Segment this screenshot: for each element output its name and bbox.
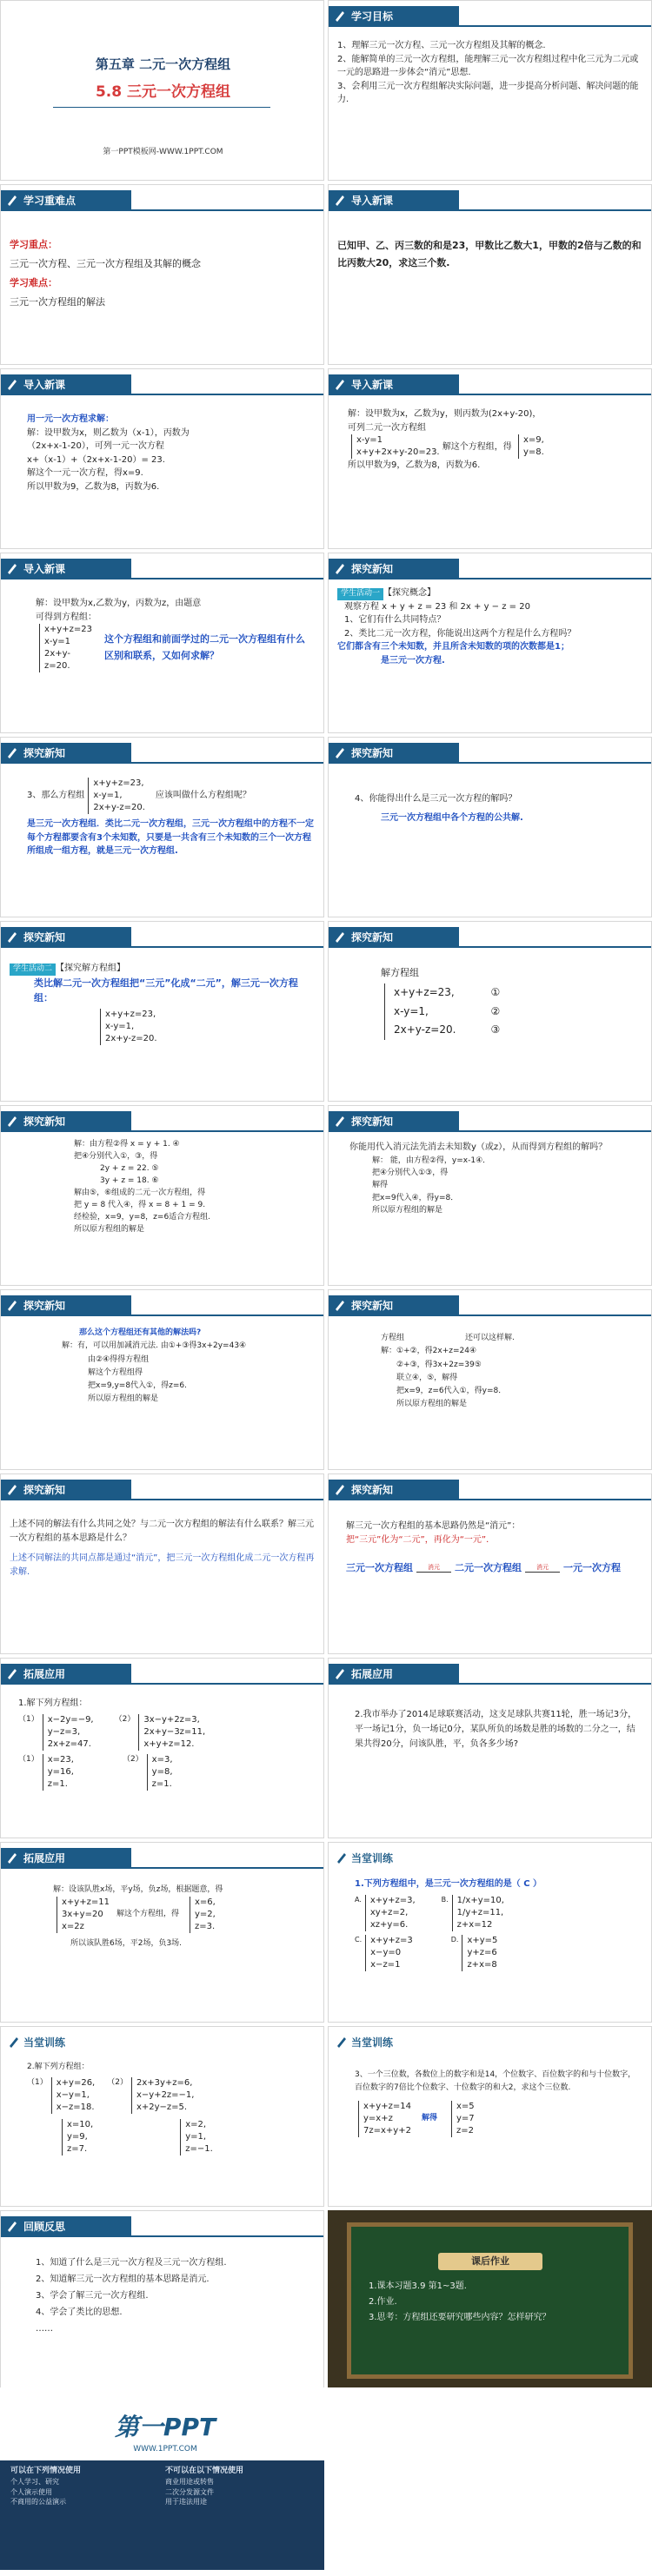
equation-system: x−2y=−9, y−z=3, 2x+z=47. xyxy=(43,1714,94,1751)
keypoint-text: 学习重点： 三元一次方程、三元一次方程组及其解的概念 学习难点： 三元一次方程组的解法 xyxy=(10,239,201,308)
slide-concept[interactable] xyxy=(328,553,652,733)
slide-three-var[interactable] xyxy=(0,553,324,733)
goal-list xyxy=(337,39,643,107)
pen-icon xyxy=(6,930,18,943)
pen-icon xyxy=(6,1483,18,1495)
slide-substitution[interactable] xyxy=(0,1105,324,1286)
logo-url: WWW.1PPT.COM xyxy=(133,2445,197,2453)
logo: 第一PPT xyxy=(114,2413,216,2441)
equation-system: x+y+z=11 3x+y=20 x=2z xyxy=(57,1897,110,1933)
solution-system: x=6, y=2, z=3. xyxy=(190,1897,216,1933)
slide-header: 拓展应用 xyxy=(1,1664,324,1683)
pen-icon xyxy=(6,194,18,206)
slide-header: 学习目标 xyxy=(329,6,652,25)
lesson-title: 5.8 三元一次方程组 xyxy=(95,83,231,101)
goal-item: 3、会利用三元一次方程组解决实际问题，进一步提高分析问题、解决问题的能力. xyxy=(337,81,639,104)
steps-text: 解：由方程②得 x = y + 1. ④ 把④分别代入①，③，得 2y + z = 22. ⑤ 3y + z = 18. ⑥ 解由⑤，⑥组成的二元一次方程组，得 把 y = 8 代入④，得 x = 8 + 1 = 9. 经检验，x=9，y=8，z=6适合方程组. 所以原方程组的解是 xyxy=(74,1140,211,1234)
slide-common-idea[interactable] xyxy=(0,1473,324,1654)
slide-activity-two[interactable] xyxy=(0,921,324,1102)
slide-header: 探究新知 xyxy=(329,1111,652,1130)
answer-text: 解：设该队胜x场，平y场，负z场，根据题意，得 x+y+z=11 3x+y=20 x=2z 解这个方程组，得 x=6, y=2, z=3. 所以该队胜6场，平2场，负3场. xyxy=(53,1885,223,1948)
solve-text: 解方程组 x+y+z=23, x-y=1, 2x+y-z=20. ① ② ③ xyxy=(381,965,642,1040)
solution-system: x=10, y=9, z=7. xyxy=(62,2119,93,2155)
practice-text: 3、一个三位数，各数位上的数字和是14，个位数字、百位数字的和与十位数字，百位数字的7倍比个位数字、十位数字的和大2，求这个三位数. x+y+z=14 y=x+z 7z=x+y+2 解得 x=5 y=7 z=2 xyxy=(355,2070,636,2136)
chalkboard xyxy=(347,2222,633,2379)
solution-system: x=9, y=8. xyxy=(518,434,544,459)
pen-icon xyxy=(334,10,346,22)
site-label: 第一PPT模板网-WWW.1PPT.COM xyxy=(103,148,223,156)
slide-header: 拓展应用 xyxy=(329,1664,652,1683)
slide-header: 探究新知 xyxy=(329,743,652,762)
slide-intro-problem[interactable] xyxy=(328,184,652,365)
slide-solve-system[interactable] xyxy=(328,921,652,1102)
goal-item: 1、理解三元一次方程、三元一次方程组及其解的概念. xyxy=(337,41,546,50)
slide-header: 探究新知 xyxy=(1,1480,324,1499)
pen-icon xyxy=(334,1115,346,1127)
allowed-list: 可以在下列情况使用 个人学习、研究 个人演示使用 不商用的公益演示 xyxy=(10,2467,82,2506)
slide-two-var[interactable] xyxy=(328,368,652,549)
slide-practice-1[interactable] xyxy=(328,1842,652,2023)
equation-system: x+y=26, x−y=1, x−z=18. xyxy=(51,2077,96,2114)
problem-text: 2.我市举办了2014足球联赛活动，这支足球队共赛11轮，胜一场记3分，平一场记1分，负一场记0分，某队所负的场数是胜的场数的二分之一，结果共得20分，问该队胜，平，负各多少场? xyxy=(355,1710,637,1749)
license-panel xyxy=(0,2460,324,2570)
pen-icon xyxy=(334,930,346,943)
pen-icon xyxy=(336,1851,348,1864)
pen-icon xyxy=(334,194,346,206)
equation-system: x+y+z=23, x-y=1, 2x+y-z=20. xyxy=(100,1009,157,1045)
pen-icon xyxy=(336,2036,348,2048)
slide-extension-2[interactable] xyxy=(328,1658,652,1838)
solution-system: x=23, y=16, z=1. xyxy=(43,1754,74,1791)
question-text: 这个方程组和前面学过的二元一次方程组有什么区别和联系，又如何求解？ xyxy=(103,633,305,661)
equation-system: x+y+z=23, x-y=1, 2x+y-z=20. xyxy=(384,983,456,1040)
slide-header: 探究新知 xyxy=(329,559,652,578)
problem-text: 已知甲、乙、丙三数的和是23，甲数比乙数大1，甲数的2倍与乙数的和比丙数大20，求这三个数. xyxy=(337,240,642,268)
chapter-title: 第五章 二元一次方程组 xyxy=(95,56,231,72)
option-c[interactable]: x+y+z=3 x−y=0 x−z=1 xyxy=(365,1935,413,1971)
slide-review[interactable] xyxy=(0,2210,324,2391)
steps-text: 方程组 还可以这样解. 解：①+②，得2x+z=24④ ②+③，得3x+2z=39⑤ 联立④，⑤，解得 把x=9，z=6代入①，得y=8． 所以原方程组的解是 xyxy=(381,1334,515,1409)
slide-header: 探究新知 xyxy=(1,743,324,762)
pen-icon xyxy=(6,1667,18,1679)
concept-text: 学生活动一 【探究概念】 观察方程 x + y + z = 23 和 2x + y − z = 20 1、它们有什么共同特点？ 2、类比二元一次方程，你能说出这两个方程是什么方程吗？ 它们都含有三个未知数，并且所含未知数的项的次数都是1； 是三元一次方程. xyxy=(337,588,576,666)
slide-extension-1[interactable] xyxy=(0,1658,324,1838)
pen-icon xyxy=(334,746,346,758)
activity-tag: 学生活动一 xyxy=(337,588,383,600)
pen-icon xyxy=(6,562,18,574)
pen-icon xyxy=(6,1851,18,1864)
slide-header: 拓展应用 xyxy=(1,1848,324,1867)
answer-text: 是三元一次方程组．类比二元一次方程组，三元一次方程组中的方程不一定每个方程都要含有3个未知数，只要是一共含有三个未知数的三个一次方程所组成一组方程，就是三元一次方程组. xyxy=(27,819,314,856)
solution-system: x=3, y=8, z=1. xyxy=(147,1754,173,1791)
slide-homework[interactable] xyxy=(328,2210,652,2391)
slide-header: 探究新知 xyxy=(329,1295,652,1314)
pen-icon xyxy=(334,1299,346,1311)
flow-text: 解三元一次方程组的基本思路仍然是“消元”： 把“三元”化为“二元”，再化为“一元”． 三元一次方程组 消元 二元一次方程组 消元 一元一次方程 xyxy=(346,1520,642,1575)
slide-header: 当堂训练 xyxy=(1,2032,324,2051)
pen-icon xyxy=(6,378,18,390)
flow-diagram: 三元一次方程组 消元 二元一次方程组 消元 一元一次方程 xyxy=(346,1562,621,1573)
option-a[interactable]: x+y+z=3, xy+z=2, xz+y=6. xyxy=(365,1895,416,1931)
slide-header: 导入新课 xyxy=(1,374,324,394)
slide-practice-3[interactable] xyxy=(328,2026,652,2207)
slide-addition-method[interactable] xyxy=(0,1289,324,1470)
slide-header: 探究新知 xyxy=(329,927,652,946)
solution-text: 解：设甲数为x，乙数为y，则丙数为(2x+y-20)， 可列二元一次方程组 x-y=1 x+y+2x+y-20=23. 解这个方程组，得 x=9, y=8. 所以甲数为9，乙数为8，丙数为6. xyxy=(348,409,544,470)
slide-goals[interactable] xyxy=(328,0,652,181)
slide-flow[interactable] xyxy=(328,1473,652,1654)
slide-extension-answer[interactable] xyxy=(0,1842,324,2023)
equation-system: x+y+z=14 y=x+z 7z=x+y+2 xyxy=(358,2101,411,2137)
divider xyxy=(53,107,270,108)
pen-icon xyxy=(6,2220,18,2232)
steps-text: 你能用代入消元法先消去未知数y（或z），从而得到方程组的解吗？ 解： 能，由方程②得，y=x-1④． 把④分别代入①③，得 解得 把x=9代入④，得y=8． 所以原方程组的解是 xyxy=(349,1142,608,1215)
equation-system: x+y+z=23 x-y=1 2x+y-z=20. xyxy=(39,624,92,672)
homework-title: 课后作业 xyxy=(438,2253,542,2270)
slide-header: 学习重难点 xyxy=(1,190,324,209)
slide-one-var[interactable] xyxy=(0,368,324,549)
slide-practice-2[interactable] xyxy=(0,2026,324,2207)
equation-numbers: ① ② ③ xyxy=(490,986,501,1036)
pen-icon xyxy=(6,1299,18,1311)
slide-header: 探究新知 xyxy=(1,1295,324,1314)
slide-eliminate-y[interactable] xyxy=(328,1105,652,1286)
slide-header: 当堂训练 xyxy=(329,2032,652,2051)
exercise-text: 1.解下列方程组： （1） x−2y=−9, y−z=3, 2x+z=47. （2） 3x−y+2z=3, 2x+y−3z=11, x+y+z=12. （1） x=23, y=16, z=1. （2） x=3, y=8, z=1. xyxy=(18,1699,206,1789)
solution-system: x=2, y=1, z=−1. xyxy=(180,2119,213,2155)
slide-cover[interactable] xyxy=(0,0,324,181)
arrow: 消元 xyxy=(416,1563,451,1573)
slide-another-method[interactable] xyxy=(328,1289,652,1470)
activity-text: 学生活动二 【探究解方程组】 类比解二元一次方程组把“三元”化成“二元”，解三元一次方程组： x+y+z=23, x-y=1, 2x+y-z=20. xyxy=(10,962,316,1045)
arrow: 消元 xyxy=(525,1563,560,1573)
footer xyxy=(0,2387,652,2576)
slide-header: 探究新知 xyxy=(1,1111,324,1130)
slide-header: 导入新课 xyxy=(1,559,324,578)
solution-system: x=5 y=7 z=2 xyxy=(451,2101,475,2137)
pen-icon xyxy=(334,378,346,390)
slide-header: 回顾反思 xyxy=(1,2216,324,2235)
idea-text: 上述不同的解法有什么共同之处？与二元一次方程组的解法有什么联系？解三元一次方程组的基本思路是什么？ 上述不同解法的共同点都是通过“消元”，把三元一次方程组化成二元一次方程再求解. xyxy=(10,1520,315,1577)
pen-icon xyxy=(334,562,346,574)
practice-text: 2.解下列方程组： （1） x+y=26, x−y=1, x−z=18. （2） 2x+3y+z=6, x−y+2z=−1, x+2y−z=5. x=10, y=9, z=7. x=2, y=1, z=−1. xyxy=(27,2063,213,2154)
equation-system: 3x−y+2z=3, 2x+y−3z=11, x+y+z=12. xyxy=(138,1714,205,1751)
slide-keypoints[interactable] xyxy=(0,184,324,365)
system-text: 3、那么方程组 x+y+z=23, x-y=1, 2x+y-z=20. 应该叫做什么方程组呢？ 是三元一次方程组．类比二元一次方程组，三元一次方程组中的方程不一定每个方程都要含有3个未知数，只要是一共含有三个未知数的三个一次方程所组成一组方程，就是三元一次方程组. xyxy=(27,778,314,858)
equation-system: x+y+z=23, x-y=1, 2x+y-z=20. xyxy=(88,778,145,814)
slide-header: 探究新知 xyxy=(329,1480,652,1499)
slide-header: 导入新课 xyxy=(329,190,652,209)
equation-system: x-y=1 x+y+2x+y-20=23. xyxy=(351,434,440,459)
slide-system-name[interactable] xyxy=(0,737,324,917)
forbidden-list: 不可以在以下情况使用 商业用途或转售 二次分发源文件 用于违法用途 xyxy=(165,2467,244,2506)
pen-icon xyxy=(6,746,18,758)
solution-text: 解：设甲数为x,乙数为y，丙数为z，由题意 可得到方程组： x+y+z=23 x-y=1 2x+y-z=20. 这个方程组和前面学过的二元一次方程组有什么区别和联系，又如何求解？ xyxy=(36,597,314,672)
review-list: 1、知道了什么是三元一次方程及三元一次方程组. 2、知道解三元一次方程组的基本思路是消元. 3、学会了解三元一次方程组. 4、学会了类比的思想. …… xyxy=(36,2258,227,2334)
equation-system: 2x+3y+z=6, x−y+2z=−1, x+2y−z=5. xyxy=(131,2077,195,2114)
slide-header: 探究新知 xyxy=(1,927,324,946)
solution-text: 用一元一次方程求解： 解：设甲数为x，则乙数为（x-1），丙数为 （2x+x-1-20），可列一元一次方程 x+（x-1）+（2x+x-1-20）= 23. 解这个一元一次方程，得x=9. 所以甲数为9，乙数为8，丙数为6. xyxy=(27,414,190,492)
option-d[interactable]: x+y=5 y+z=6 z+x=8 xyxy=(462,1935,497,1971)
slide-solution-def[interactable] xyxy=(328,737,652,917)
pen-icon xyxy=(8,2036,20,2048)
goal-item: 2、能解简单的三元一次方程组，能理解三元一次方程组过程中化三元为二元或一元的思路进一步体会“消元”思想. xyxy=(337,54,639,77)
slide-header: 当堂训练 xyxy=(329,1848,652,1867)
pen-icon xyxy=(6,1115,18,1127)
pen-icon xyxy=(334,1483,346,1495)
steps-text: 那么这个方程组还有其他的解法吗? 解：有，可以用加减消元法. 由①+③得3x+2y=43④ 由②④得得方程组 解这个方程组得 把x=9,y=8代入①，得z=6. 所以原方程组的解是 xyxy=(62,1328,247,1404)
activity-tag: 学生活动二 xyxy=(10,964,56,976)
homework-text: 1.课本习题3.9 第1~3题. 2.作业. 3.思考：方程组还要研究哪些内容？怎样研究？ xyxy=(369,2281,551,2322)
pen-icon xyxy=(334,1667,346,1679)
option-b[interactable]: 1/x+y=10, 1/y+z=11, z+x=12 xyxy=(452,1895,504,1931)
slide-header: 导入新课 xyxy=(329,374,652,394)
solution-def-text: 4、你能得出什么是三元一次方程的解吗？ 三元一次方程组中各个方程的公共解. xyxy=(355,794,523,823)
practice-text: 1.下列方程组中，是三元一次方程组的是（ C ） A. x+y+z=3, xy+z=2, xz+y=6. B. 1/x+y=10, 1/y+z=11, z+x=12 C. x+y+z=3 x−y=0 x−z=1 D. x+y=5 y+z=6 z+x=8 xyxy=(355,1879,542,1970)
